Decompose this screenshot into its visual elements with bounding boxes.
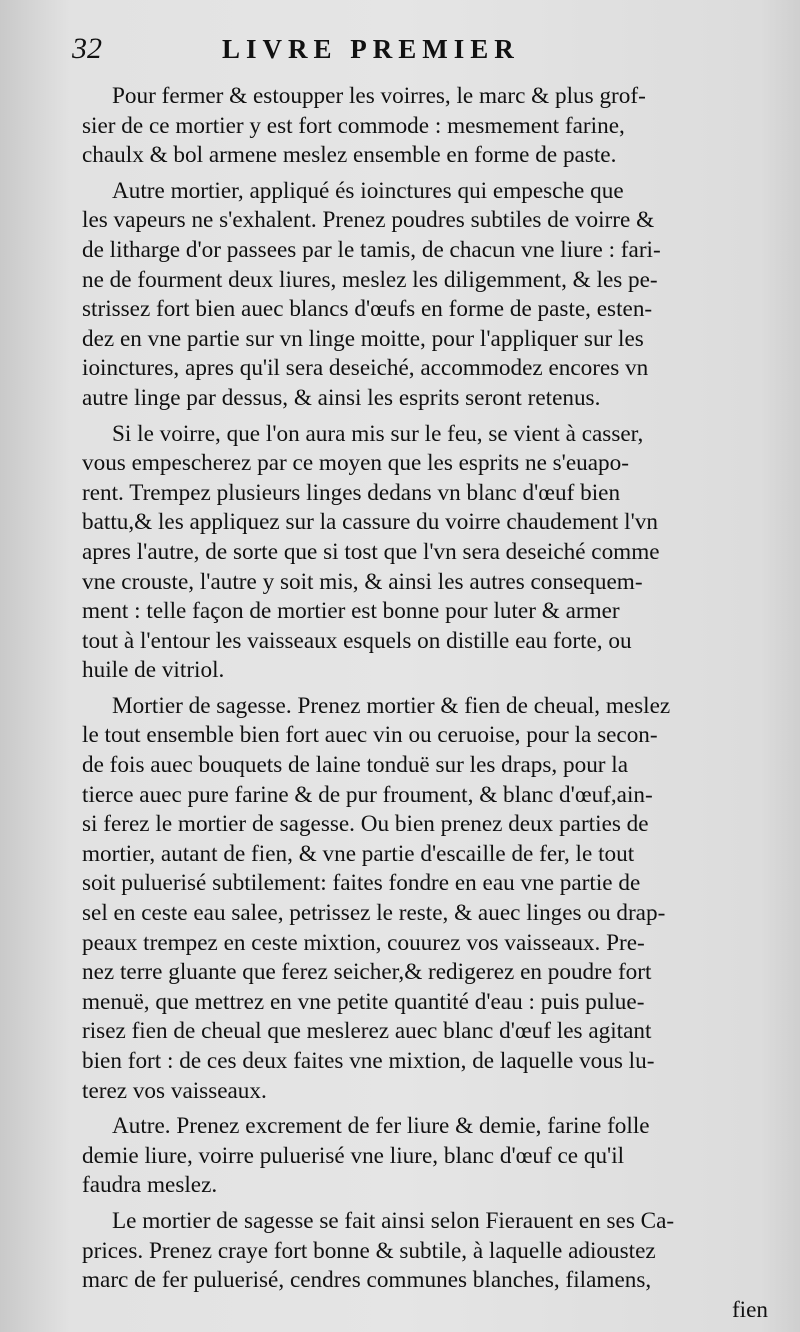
text-line: si ferez le mortier de sagesse. Ou bien prenez deux parties de <box>82 811 649 838</box>
text-line: huile de vitriol. <box>82 657 225 684</box>
body-text <box>82 82 774 1325</box>
paragraph <box>82 82 774 171</box>
text-line: Si le voirre, que l'on aura mis sur le feu, se vient à casser, <box>112 420 644 447</box>
text-line: sel en ceste eau salee, petrissez le reste, & auec linges ou drap- <box>82 900 666 927</box>
paragraph <box>82 1112 774 1201</box>
text-line: chaulx & bol armene meslez ensemble en forme de paste. <box>82 142 617 169</box>
text-line: marc de fer puluerisé, cendres communes blanches, filamens, <box>82 1267 652 1294</box>
text-line: de litharge d'or passees par le tamis, de chacun vne liure : fari- <box>82 236 661 263</box>
text-line: Le mortier de sagesse se fait ainsi selon Fierauent en ses Ca- <box>112 1207 675 1234</box>
text-line: faudra meslez. <box>82 1172 218 1199</box>
text-line: demie liure, voirre puluerisé vne liure, blanc d'œuf ce qu'il <box>82 1142 625 1169</box>
text-line: risez fien de cheual que meslerez auec blanc d'œuf les agitant <box>82 1018 652 1045</box>
running-title: LIVRE PREMIER <box>222 34 520 64</box>
paragraph <box>82 1207 774 1325</box>
page-number: 32 <box>72 32 102 65</box>
text-line: ment : telle façon de mortier est bonne pour luter & armer <box>82 598 620 625</box>
paragraph <box>82 692 774 1106</box>
text-line: rent. Trempez plusieurs linges dedans vn blanc d'œuf bien <box>82 479 621 506</box>
text-line: strissez fort bien auec blancs d'œufs en forme de paste, esten- <box>82 296 653 323</box>
text-line: nez terre gluante que ferez seicher,& redigerez en poudre fort <box>82 959 652 986</box>
text-line: bien fort : de ces deux faites vne mixtion, de laquelle vous lu- <box>82 1048 655 1074</box>
text-line: vne crouste, l'autre y soit mis, & ainsi les autres consequem- <box>82 568 643 595</box>
text-line: battu,& les appliquez sur la cassure du voirre chaudement l'vn <box>82 509 658 536</box>
text-line: ioinctures, apres qu'il sera deseiché, accommodez encores vn <box>82 355 649 382</box>
running-head <box>72 32 774 82</box>
text-line: Autre mortier, appliqué és ioinctures qui empesche que <box>112 177 624 204</box>
text-line: les vapeurs ne s'exhalent. Prenez poudres subtiles de voirre & <box>82 207 655 234</box>
text-line: de fois auec bouquets de laine tonduë sur les draps, pour la <box>82 752 629 779</box>
text-line: menuë, que mettrez en vne petite quantité d'eau : puis pulue- <box>82 988 645 1015</box>
text-line: autre linge par dessus, & ainsi les esprits seront retenus. <box>82 384 601 411</box>
text-line: Autre. Prenez excrement de fer liure & demie, farine folle <box>112 1113 650 1140</box>
text-line: peaux trempez en ceste mixtion, couurez vos vaisseaux. Pre- <box>82 929 645 956</box>
text-line: tout à l'entour les vaisseaux esquels on distille eau forte, ou <box>82 627 632 654</box>
text-line: sier de ce mortier y est fort commode : mesmement farine, <box>82 112 625 139</box>
text-line: mortier, autant de fien, & vne partie d'escaille de fer, le tout <box>82 840 635 867</box>
text-line: tierce auec pure farine & de pur froument, & blanc d'œuf,ain- <box>82 781 653 808</box>
text-line: fien <box>731 1296 768 1323</box>
paragraph <box>82 420 774 686</box>
text-line: prices. Prenez craye fort bonne & subtile, à laquelle adioustez <box>82 1237 656 1264</box>
text-line: soit puluerisé subtilement: faites fondre en eau vne partie de <box>82 870 641 897</box>
text-line: dez en vne partie sur vn linge moitte, pour l'appliquer sur les <box>82 325 644 352</box>
text-line: Pour fermer & estoupper les voirres, le marc & plus grof- <box>112 83 646 109</box>
text-line: apres l'autre, de sorte que si tost que l'vn sera deseiché comme <box>82 538 660 565</box>
text-line: Mortier de sagesse. Prenez mortier & fien de cheual, meslez <box>112 692 671 719</box>
paragraph <box>82 177 774 414</box>
text-line: le tout ensemble bien fort auec vin ou ceruoise, pour la secon- <box>82 722 658 749</box>
text-line: ne de fourment deux liures, meslez les diligemment, & les pe- <box>82 266 658 293</box>
text-line: terez vos vaisseaux. <box>82 1077 267 1104</box>
text-line: vous empescherez par ce moyen que les esprits ne s'euapo- <box>82 450 629 477</box>
